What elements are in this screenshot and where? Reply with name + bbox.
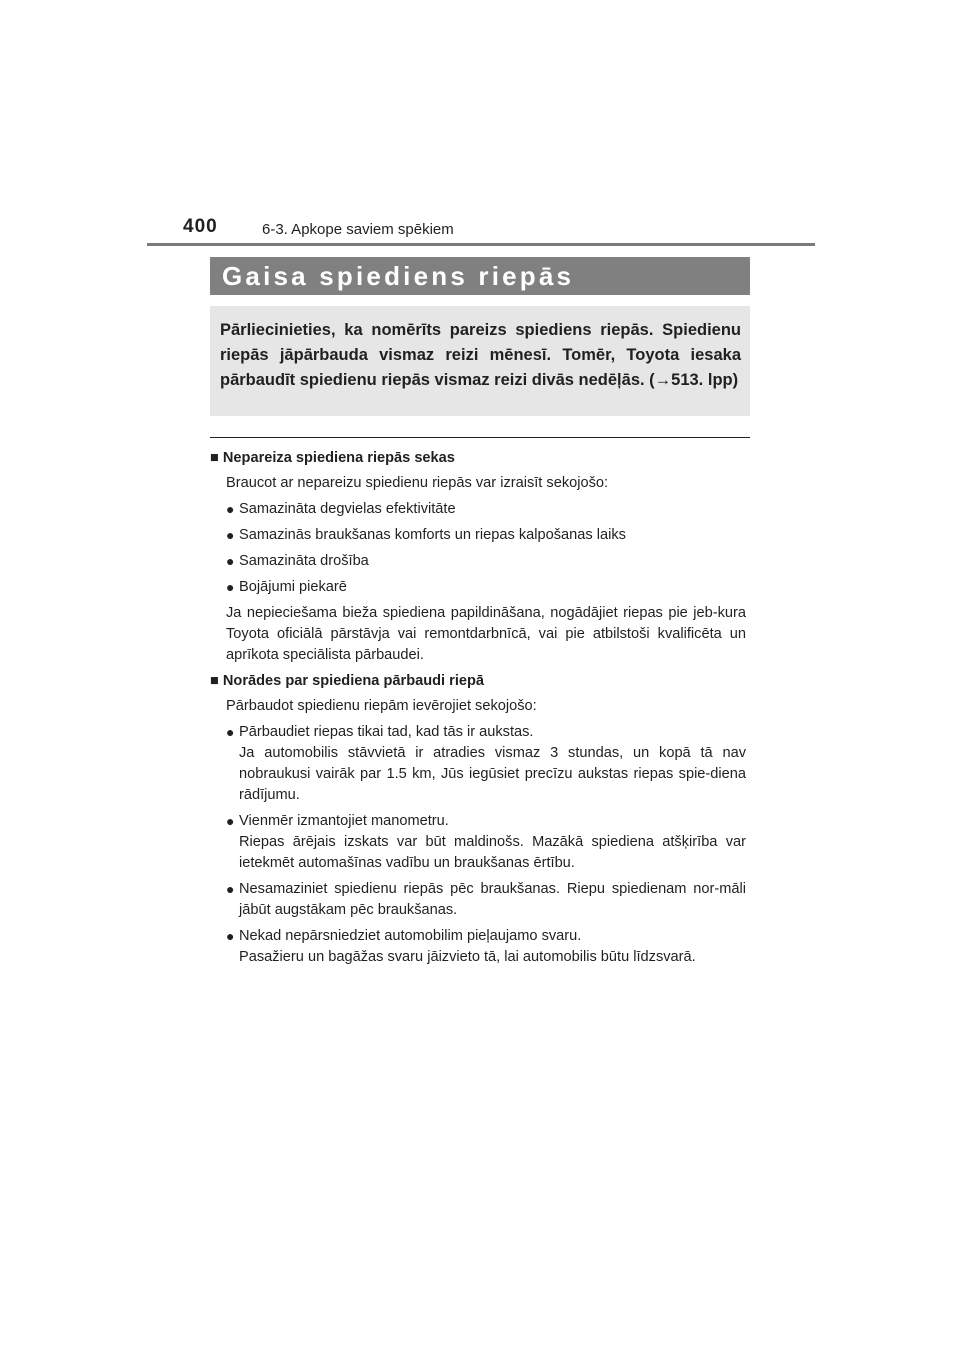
intro-box (210, 306, 750, 416)
list-item-text: Vienmēr izmantojiet manometru. (239, 813, 449, 829)
list-item-text: Nesamaziniet spiedienu riepās pēc braukšanas. Riepu spiedienam nor-māli jābūt augstākam pēc braukšanas. (239, 881, 746, 918)
list-item-text: Pārbaudiet riepas tikai tad, kad tās ir aukstas. (239, 724, 534, 740)
list-item (226, 525, 746, 546)
bullet-icon: ● (226, 724, 235, 740)
section-lead: Braucot ar nepareizu spiedienu riepās var izraisīt sekojošo: (226, 475, 609, 491)
section-note: Ja nepieciešama bieža spiediena papildināšana, nogādājiet riepas pie jeb-kura Toyota oficiālā pārstāvja vai remontdarbnīcā, vai pie atbilstoši kvalificēta un aprīkota speciālista pārbaudei. (226, 605, 746, 663)
list-item (226, 551, 746, 572)
section-heading-text: Norādes par spiediena pārbaudi riepā (222, 673, 485, 689)
list-item-detail: Pasažieru un bagāžas svaru jāizvieto tā, lai automobilis būtu līdzsvarā. (239, 949, 696, 965)
section-heading-consequences (210, 448, 746, 469)
square-bullet-icon: ■ (210, 673, 219, 689)
body-rule (210, 437, 750, 438)
content (210, 448, 746, 973)
bullet-icon: ● (226, 928, 235, 944)
list-item-text: Bojājumi piekarē (239, 579, 347, 595)
list-item-text: Samazināta drošība (239, 553, 369, 569)
section-path: 6-3. Apkope saviem spēkiem (262, 221, 454, 238)
list-item-text: Samazināta degvielas efektivitāte (239, 501, 456, 517)
section-heading-check (210, 671, 746, 692)
list-item-detail: Ja automobilis stāvvietā ir atradies vismaz 3 stundas, un kopā tā nav nobraukusi vairāk par 1.5 km, Jūs iegūsiet precīzu aukstas riepas spie-diena rādījumu. (239, 745, 746, 803)
bullet-icon: ● (226, 527, 235, 543)
section-heading-text: Nepareiza spiediena riepās sekas (222, 450, 455, 466)
list-item (226, 722, 746, 806)
page-title: Gaisa spiediens riepās (222, 261, 575, 291)
page-number: 400 (183, 216, 218, 237)
bullet-icon: ● (226, 553, 235, 569)
list-item (226, 879, 746, 921)
bullet-icon: ● (226, 813, 235, 829)
list-item (226, 499, 746, 520)
bullet-icon: ● (226, 501, 235, 517)
bullet-icon: ● (226, 579, 235, 595)
list-item-text: Nekad nepārsniedziet automobilim pieļaujamo svaru. (239, 928, 582, 944)
bullet-icon: ● (226, 881, 235, 897)
square-bullet-icon: ■ (210, 450, 219, 466)
section-lead: Pārbaudot spiedienu riepām ievērojiet sekojošo: (226, 698, 537, 714)
list-item (226, 577, 746, 598)
header-rule (147, 243, 815, 246)
list-item (226, 811, 746, 874)
intro-text: Pārliecinieties, ka nomērīts pareizs spiediens riepās. Spiedienu riepās jāpārbauda vismaz reizi mēnesī. Tomēr, Toyota iesaka pārbaudīt spiedienu riepās vismaz reizi divās nedēļās. (→513. lpp) (220, 321, 741, 389)
list-item-detail: Riepas ārējais izskats var būt maldinošs. Mazākā spiediena atšķirība var ietekmēt automašīnas vadību un braukšanas ērtību. (239, 834, 746, 871)
title-bar (210, 257, 750, 295)
list-item-text: Samazinās braukšanas komforts un riepas kalpošanas laiks (239, 527, 626, 543)
list-item (226, 926, 746, 968)
